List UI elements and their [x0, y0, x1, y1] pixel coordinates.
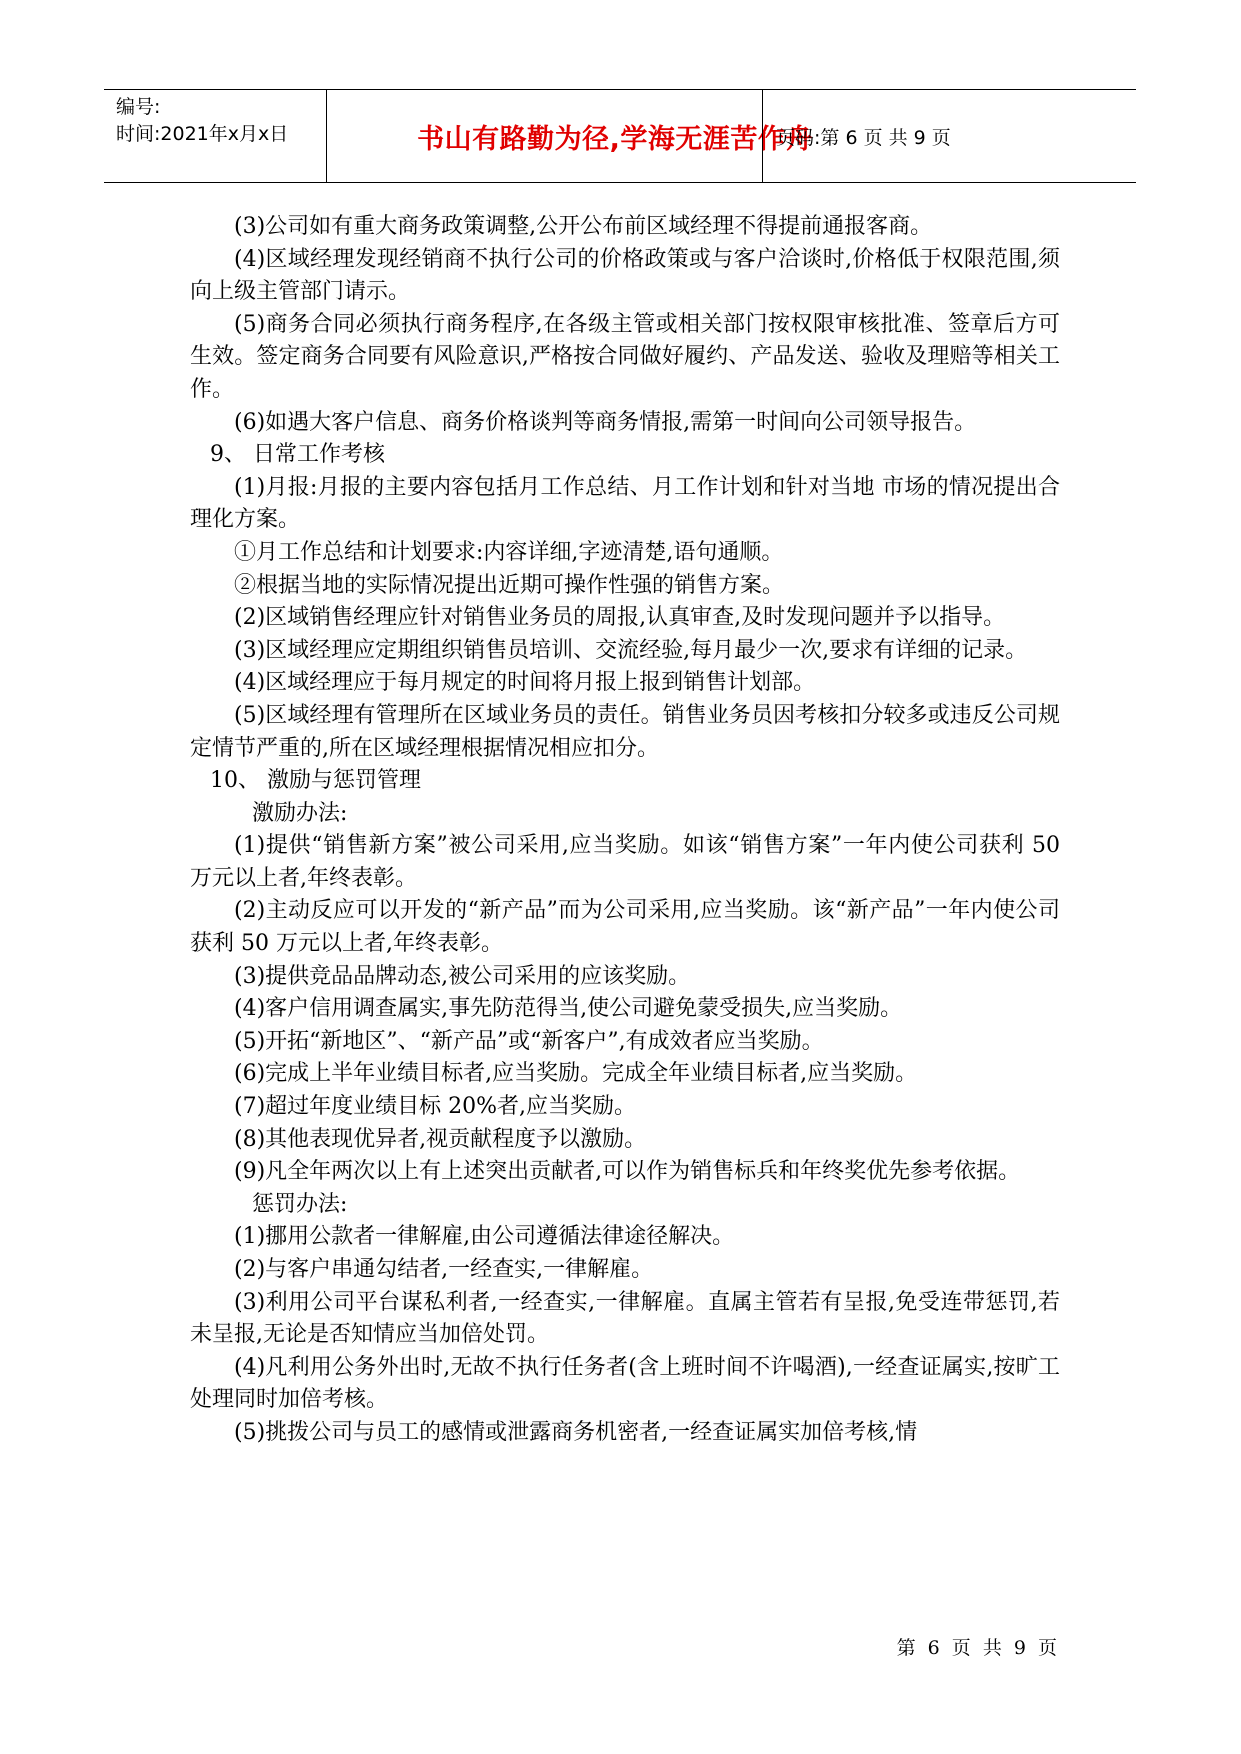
paragraph: (3)利用公司平台谋私利者,一经查实,一律解雇。直属主管若有呈报,免受连带惩罚,若未呈报,无论是否知情应当加倍处罚。 [190, 1289, 1060, 1348]
paragraph: (4)凡利用公务外出时,无故不执行任务者(含上班时间不许喝酒),一经查证属实,按旷工处理同时加倍考核。 [190, 1354, 1060, 1413]
paragraph: (2)区域销售经理应针对销售业务员的周报,认真审查,及时发现问题并予以指导。 [234, 605, 1006, 631]
header-page-info: 页码:第 6 页 共 9 页 [776, 126, 951, 149]
header-meta [116, 94, 366, 148]
paragraph: (3)公司如有重大商务政策调整,公开公布前区域经理不得提前通报客商。 [234, 214, 933, 239]
page-footer: 第 6 页 共 9 页 [896, 1637, 1060, 1659]
paragraph: ②根据当地的实际情况提出近期可操作性强的销售方案。 [234, 572, 785, 598]
header-divider-right [762, 90, 763, 182]
paragraph: (1)月报:月报的主要内容包括月工作总结、月工作计划和针对当地 市场的情况提出合理化方案。 [190, 474, 1060, 533]
section-heading: 10、 激励与惩罚管理 [210, 768, 421, 794]
subsection-label: 激励办法: [252, 800, 348, 826]
paragraph: (4)区域经理发现经销商不执行公司的价格政策或与客户洽谈时,价格低于权限范围,须向上级主管部门请示。 [190, 246, 1060, 305]
paragraph: (3)区域经理应定期组织销售员培训、交流经验,每月最少一次,要求有详细的记录。 [234, 637, 1028, 663]
paragraph: (4)客户信用调查属实,事先防范得当,使公司避免蒙受损失,应当奖励。 [234, 996, 903, 1022]
paragraph: (4)区域经理应于每月规定的时间将月报上报到销售计划部。 [234, 670, 816, 696]
paragraph: (5)区域经理有管理所在区域业务员的责任。销售业务员因考核扣分较多或违反公司规定情节严重的,所在区域经理根据情况相应扣分。 [190, 702, 1060, 761]
paragraph: (3)提供竞品品牌动态,被公司采用的应该奖励。 [234, 963, 691, 989]
paragraph: (8)其他表现优异者,视贡献程度予以激励。 [234, 1126, 647, 1152]
paragraph: (6)如遇大客户信息、商务价格谈判等商务情报,需第一时间向公司领导报告。 [234, 409, 977, 435]
subsection-label: 惩罚办法: [252, 1191, 348, 1217]
paragraph: (1)提供“销售新方案”被公司采用,应当奖励。如该“销售方案”一年内使公司获利 50 万元以上者,年终表彰。 [190, 833, 1060, 891]
document-number-label: 编号: [116, 96, 161, 118]
document-body [190, 211, 1060, 1450]
section-heading: 9、 日常工作考核 [210, 442, 385, 468]
document-time-label: 时间:2021年x月x日 [116, 123, 289, 145]
paragraph: (7)超过年度业绩目标 20%者,应当奖励。 [234, 1094, 637, 1120]
paragraph: (1)挪用公款者一律解雇,由公司遵循法律途径解决。 [234, 1224, 735, 1250]
paragraph: (2)主动反应可以开发的“新产品”而为公司采用,应当奖励。该“新产品”一年内使公司获利 50 万元以上者,年终表彰。 [190, 898, 1060, 957]
paragraph: (5)挑拨公司与员工的感情或泄露商务机密者,一经查证属实加倍考核,情 [234, 1419, 918, 1445]
header-divider-left [326, 90, 327, 182]
header-motto: 书山有路勤为径,学海无涯苦作舟 [417, 123, 813, 155]
paragraph: (2)与客户串通勾结者,一经查实,一律解雇。 [234, 1257, 654, 1282]
paragraph: ①月工作总结和计划要求:内容详细,字迹清楚,语句通顺。 [234, 539, 784, 565]
paragraph: (5)商务合同必须执行商务程序,在各级主管或相关部门按权限审核批准、签章后方可生效。签定商务合同要有风险意识,严格按合同做好履约、产品发送、验收及理赔等相关工作。 [190, 311, 1060, 402]
paragraph: (9)凡全年两次以上有上述突出贡献者,可以作为销售标兵和年终奖优先参考依据。 [234, 1159, 1021, 1185]
document-header [104, 89, 1136, 183]
paragraph: (5)开拓“新地区”、“新产品”或“新客户”,有成效者应当奖励。 [234, 1028, 824, 1054]
paragraph: (6)完成上半年业绩目标者,应当奖励。完成全年业绩目标者,应当奖励。 [234, 1061, 918, 1087]
